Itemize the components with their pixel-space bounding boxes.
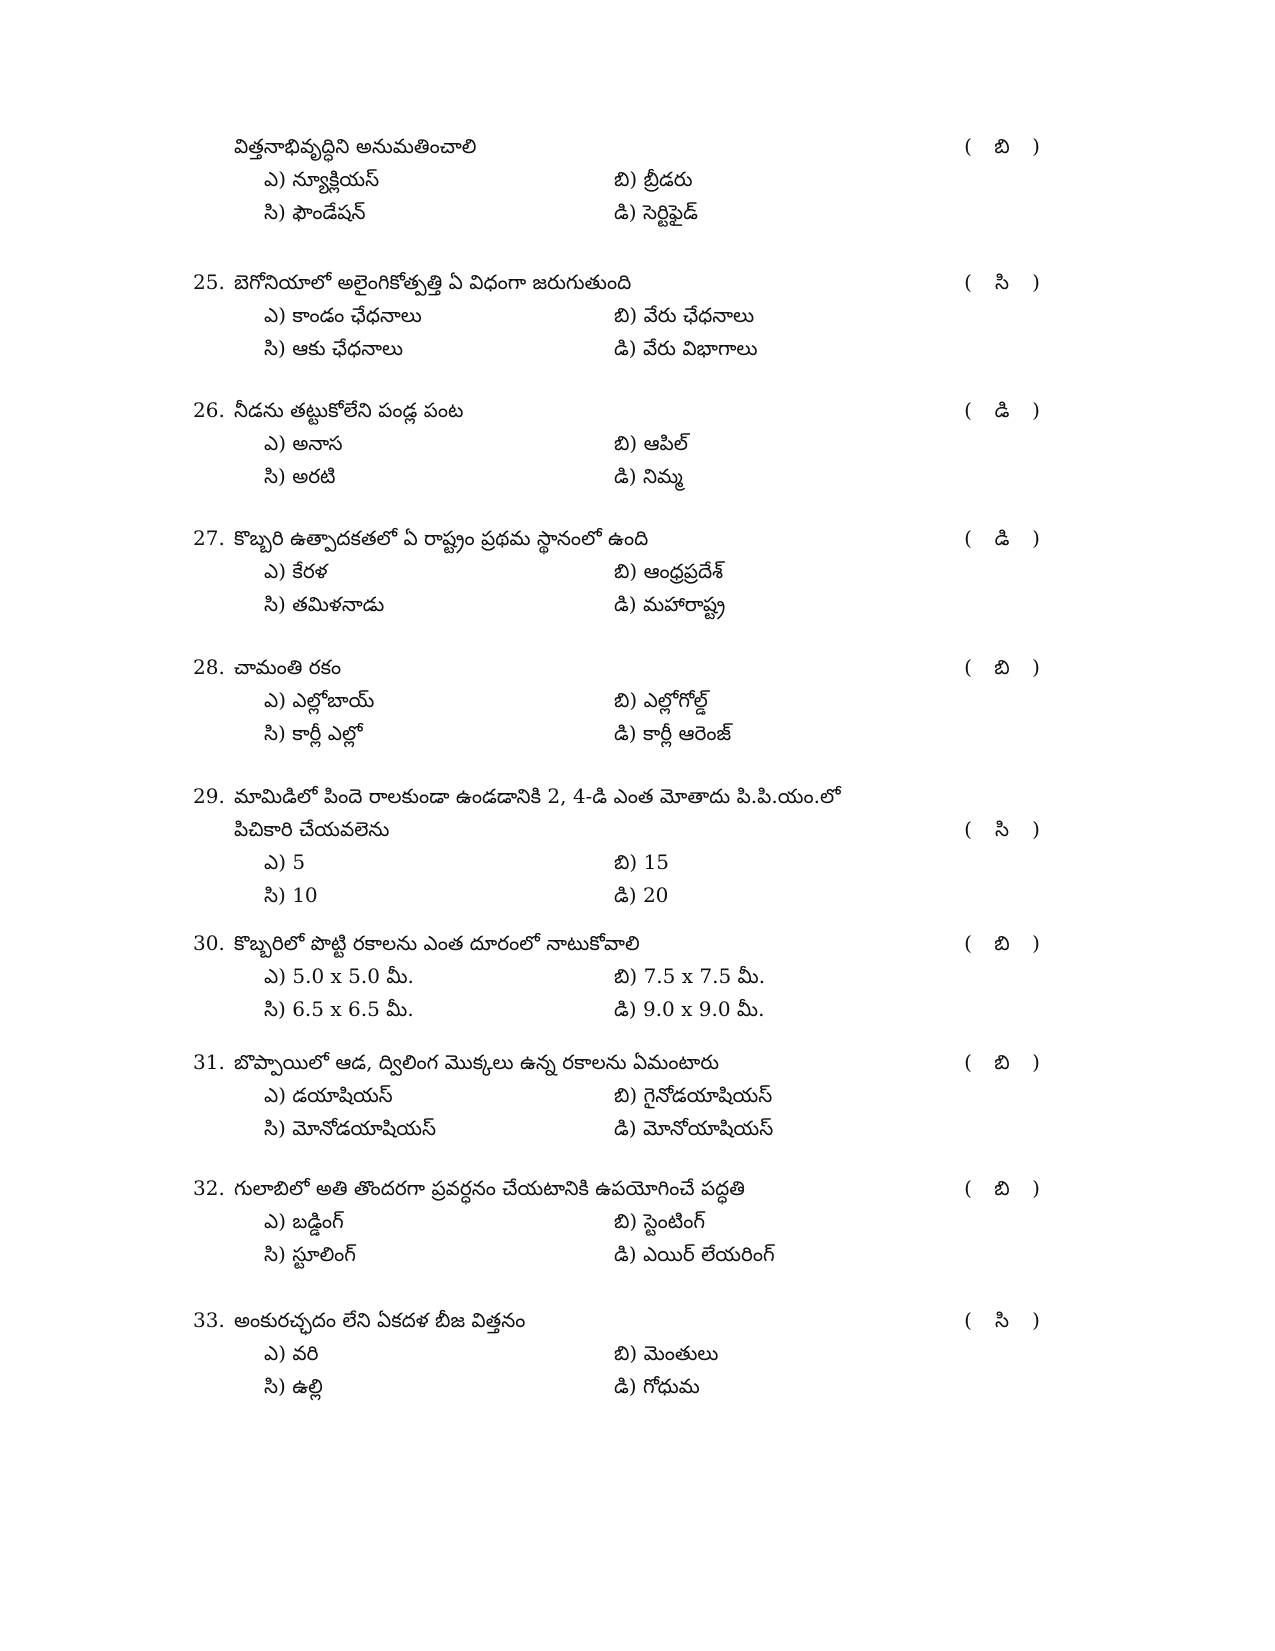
question-number: 32. (193, 1176, 225, 1200)
answer-value: సి (994, 270, 1010, 294)
option-b: బి) బ్రీడరు (614, 167, 693, 191)
option-d: డి) మోనోయాషియస్ (614, 1116, 774, 1140)
question-line (0, 130, 1275, 163)
question-line (0, 266, 1275, 299)
question-item (0, 780, 1275, 912)
options-row (0, 684, 1275, 717)
question-item (0, 266, 1275, 365)
option-b: బి) ఆంధ్రప్రదేశ్ (614, 559, 724, 583)
answer-key: ( డి ) (962, 522, 1042, 555)
answer-value: బి (994, 655, 1010, 679)
option-d: డి) కార్లీ ఆరెంజ్ (614, 721, 732, 745)
question-text: గులాబిలో అతి తొందరగా ప్రవర్ధనం చేయటానికి ఉపయోగించే పద్ధతి (234, 1176, 745, 1200)
question-item (0, 522, 1275, 621)
question-text: బెగోనియాలో అలైంగికోత్పత్తి ఏ విధంగా జరుగుతుంది (234, 270, 632, 294)
options-row (0, 1238, 1275, 1271)
question-number: 26. (193, 398, 225, 422)
question-text: మామిడిలో పిందె రాలకుండా ఉండడానికి 2, 4-డి ఎంత మోతాదు పి.పి.యం.లో (234, 784, 841, 808)
question-number: 28. (193, 655, 225, 679)
option-d: డి) ఎయిర్ లేయరింగ్ (614, 1242, 775, 1266)
answer-value: బి (994, 931, 1010, 955)
option-a: ఎ) డయాషియస్ (264, 1083, 393, 1107)
option-c: సి) ఉల్లి (264, 1374, 323, 1398)
option-d: డి) 9.0 x 9.0 మీ. (614, 997, 765, 1021)
question-text-continued: పిచికారి చేయవలెను (234, 817, 390, 841)
answer-value: బి (994, 1176, 1010, 1200)
question-number: 31. (193, 1050, 225, 1074)
option-c: సి) ఆకు ఛేధనాలు (264, 336, 404, 360)
question-line (0, 651, 1275, 684)
option-c: సి) 10 (264, 883, 318, 907)
option-a: ఎ) వరి (264, 1341, 319, 1365)
option-d: డి) వేరు విభాగాలు (614, 336, 758, 360)
option-a: ఎ) న్యూక్లియస్ (264, 167, 380, 191)
question-item (0, 394, 1275, 493)
option-c: సి) 6.5 x 6.5 మీ. (264, 997, 414, 1021)
options-row (0, 1112, 1275, 1145)
option-b: బి) 7.5 x 7.5 మీ. (614, 964, 766, 988)
question-line (0, 780, 1275, 813)
option-b: బి) వేరు ఛేధనాలు (614, 303, 755, 327)
answer-value: బి (994, 134, 1010, 158)
question-item (0, 927, 1275, 1026)
option-c: సి) కార్లీ ఎల్లో (264, 721, 363, 745)
option-c: సి) మోనోడయాషియస్ (264, 1116, 437, 1140)
option-d: డి) 20 (614, 883, 669, 907)
options-row (0, 879, 1275, 912)
question-text: విత్తనాభివృద్ధిని అనుమతించాలి (234, 134, 477, 158)
options-row (0, 460, 1275, 493)
question-item (0, 1304, 1275, 1403)
options-row (0, 588, 1275, 621)
option-b: బి) ఎల్లోగోల్డ్ (614, 688, 708, 712)
question-text: కొబ్బరి ఉత్పాదకతలో ఏ రాష్ట్రం ప్రథమ స్థానంలో ఉంది (234, 526, 649, 550)
question-number: 30. (193, 931, 225, 955)
question-number: 25. (193, 270, 225, 294)
answer-key: ( సి ) (962, 266, 1042, 299)
options-row (0, 960, 1275, 993)
option-c: సి) ఫౌండేషన్ (264, 200, 366, 224)
option-a: ఎ) కాండం ఛేధనాలు (264, 303, 422, 327)
options-row (0, 1337, 1275, 1370)
option-c: సి) తమిళనాడు (264, 592, 385, 616)
question-line (0, 522, 1275, 555)
option-b: బి) ఆపిల్ (614, 431, 688, 455)
question-line (0, 1046, 1275, 1079)
answer-value: డి (994, 526, 1010, 550)
question-text: చామంతి రకం (234, 655, 342, 679)
options-row (0, 717, 1275, 750)
answer-key: ( బి ) (962, 1172, 1042, 1205)
option-a: ఎ) అనాస (264, 431, 343, 455)
answer-key: ( బి ) (962, 1046, 1042, 1079)
options-row (0, 1079, 1275, 1112)
question-line (0, 1304, 1275, 1337)
answer-key: ( డి ) (962, 394, 1042, 427)
options-row (0, 299, 1275, 332)
option-b: బి) గైనోడయాషియస్ (614, 1083, 773, 1107)
question-item (0, 1046, 1275, 1145)
option-d: డి) మహారాష్ట్ర (614, 592, 726, 616)
options-row (0, 846, 1275, 879)
options-row (0, 427, 1275, 460)
options-row (0, 163, 1275, 196)
option-c: సి) స్టూలింగ్ (264, 1242, 356, 1266)
option-d: డి) సెర్టిఫైడ్ (614, 200, 698, 224)
question-text: అంకురచ్ఛదం లేని ఏకదళ బీజ విత్తనం (234, 1308, 526, 1332)
options-row (0, 993, 1275, 1026)
option-a: ఎ) బడ్డింగ్ (264, 1209, 344, 1233)
question-text: నీడను తట్టుకోలేని పండ్ల పంట (234, 398, 464, 422)
option-b: బి) స్టెంటింగ్ (614, 1209, 706, 1233)
option-b: బి) మెంతులు (614, 1341, 719, 1365)
options-row (0, 196, 1275, 229)
options-row (0, 1205, 1275, 1238)
question-item (0, 1172, 1275, 1271)
option-b: బి) 15 (614, 850, 670, 874)
question-number: 29. (193, 784, 225, 808)
question-line (0, 813, 1275, 846)
options-row (0, 1370, 1275, 1403)
answer-key: ( బి ) (962, 651, 1042, 684)
question-text: కొబ్బరిలో పొట్టి రకాలను ఎంత దూరంలో నాటుకోవాలి (234, 931, 640, 955)
question-text: బొప్పాయిలో ఆడ, ద్విలింగ మొక్కలు ఉన్న రకాలను ఏమంటారు (234, 1050, 720, 1074)
options-row (0, 332, 1275, 365)
answer-key: ( సి ) (962, 1304, 1042, 1337)
option-d: డి) నిమ్మ (614, 464, 683, 488)
question-item (0, 130, 1275, 229)
question-line (0, 1172, 1275, 1205)
answer-key: ( సి ) (962, 813, 1042, 846)
question-line (0, 927, 1275, 960)
answer-value: సి (994, 817, 1010, 841)
answer-key: ( బి ) (962, 927, 1042, 960)
option-d: డి) గోధుమ (614, 1374, 700, 1398)
question-line (0, 394, 1275, 427)
answer-key: ( బి ) (962, 130, 1042, 163)
option-a: ఎ) కేరళ (264, 559, 328, 583)
answer-value: బి (994, 1050, 1010, 1074)
question-number: 33. (193, 1308, 225, 1332)
answer-value: సి (994, 1308, 1010, 1332)
options-row (0, 555, 1275, 588)
option-c: సి) అరటి (264, 464, 336, 488)
option-a: ఎ) 5.0 x 5.0 మీ. (264, 964, 414, 988)
option-a: ఎ) ఎల్లోబాయ్ (264, 688, 375, 712)
question-item (0, 651, 1275, 750)
answer-value: డి (994, 398, 1010, 422)
option-a: ఎ) 5 (264, 850, 306, 874)
question-number: 27. (193, 526, 225, 550)
